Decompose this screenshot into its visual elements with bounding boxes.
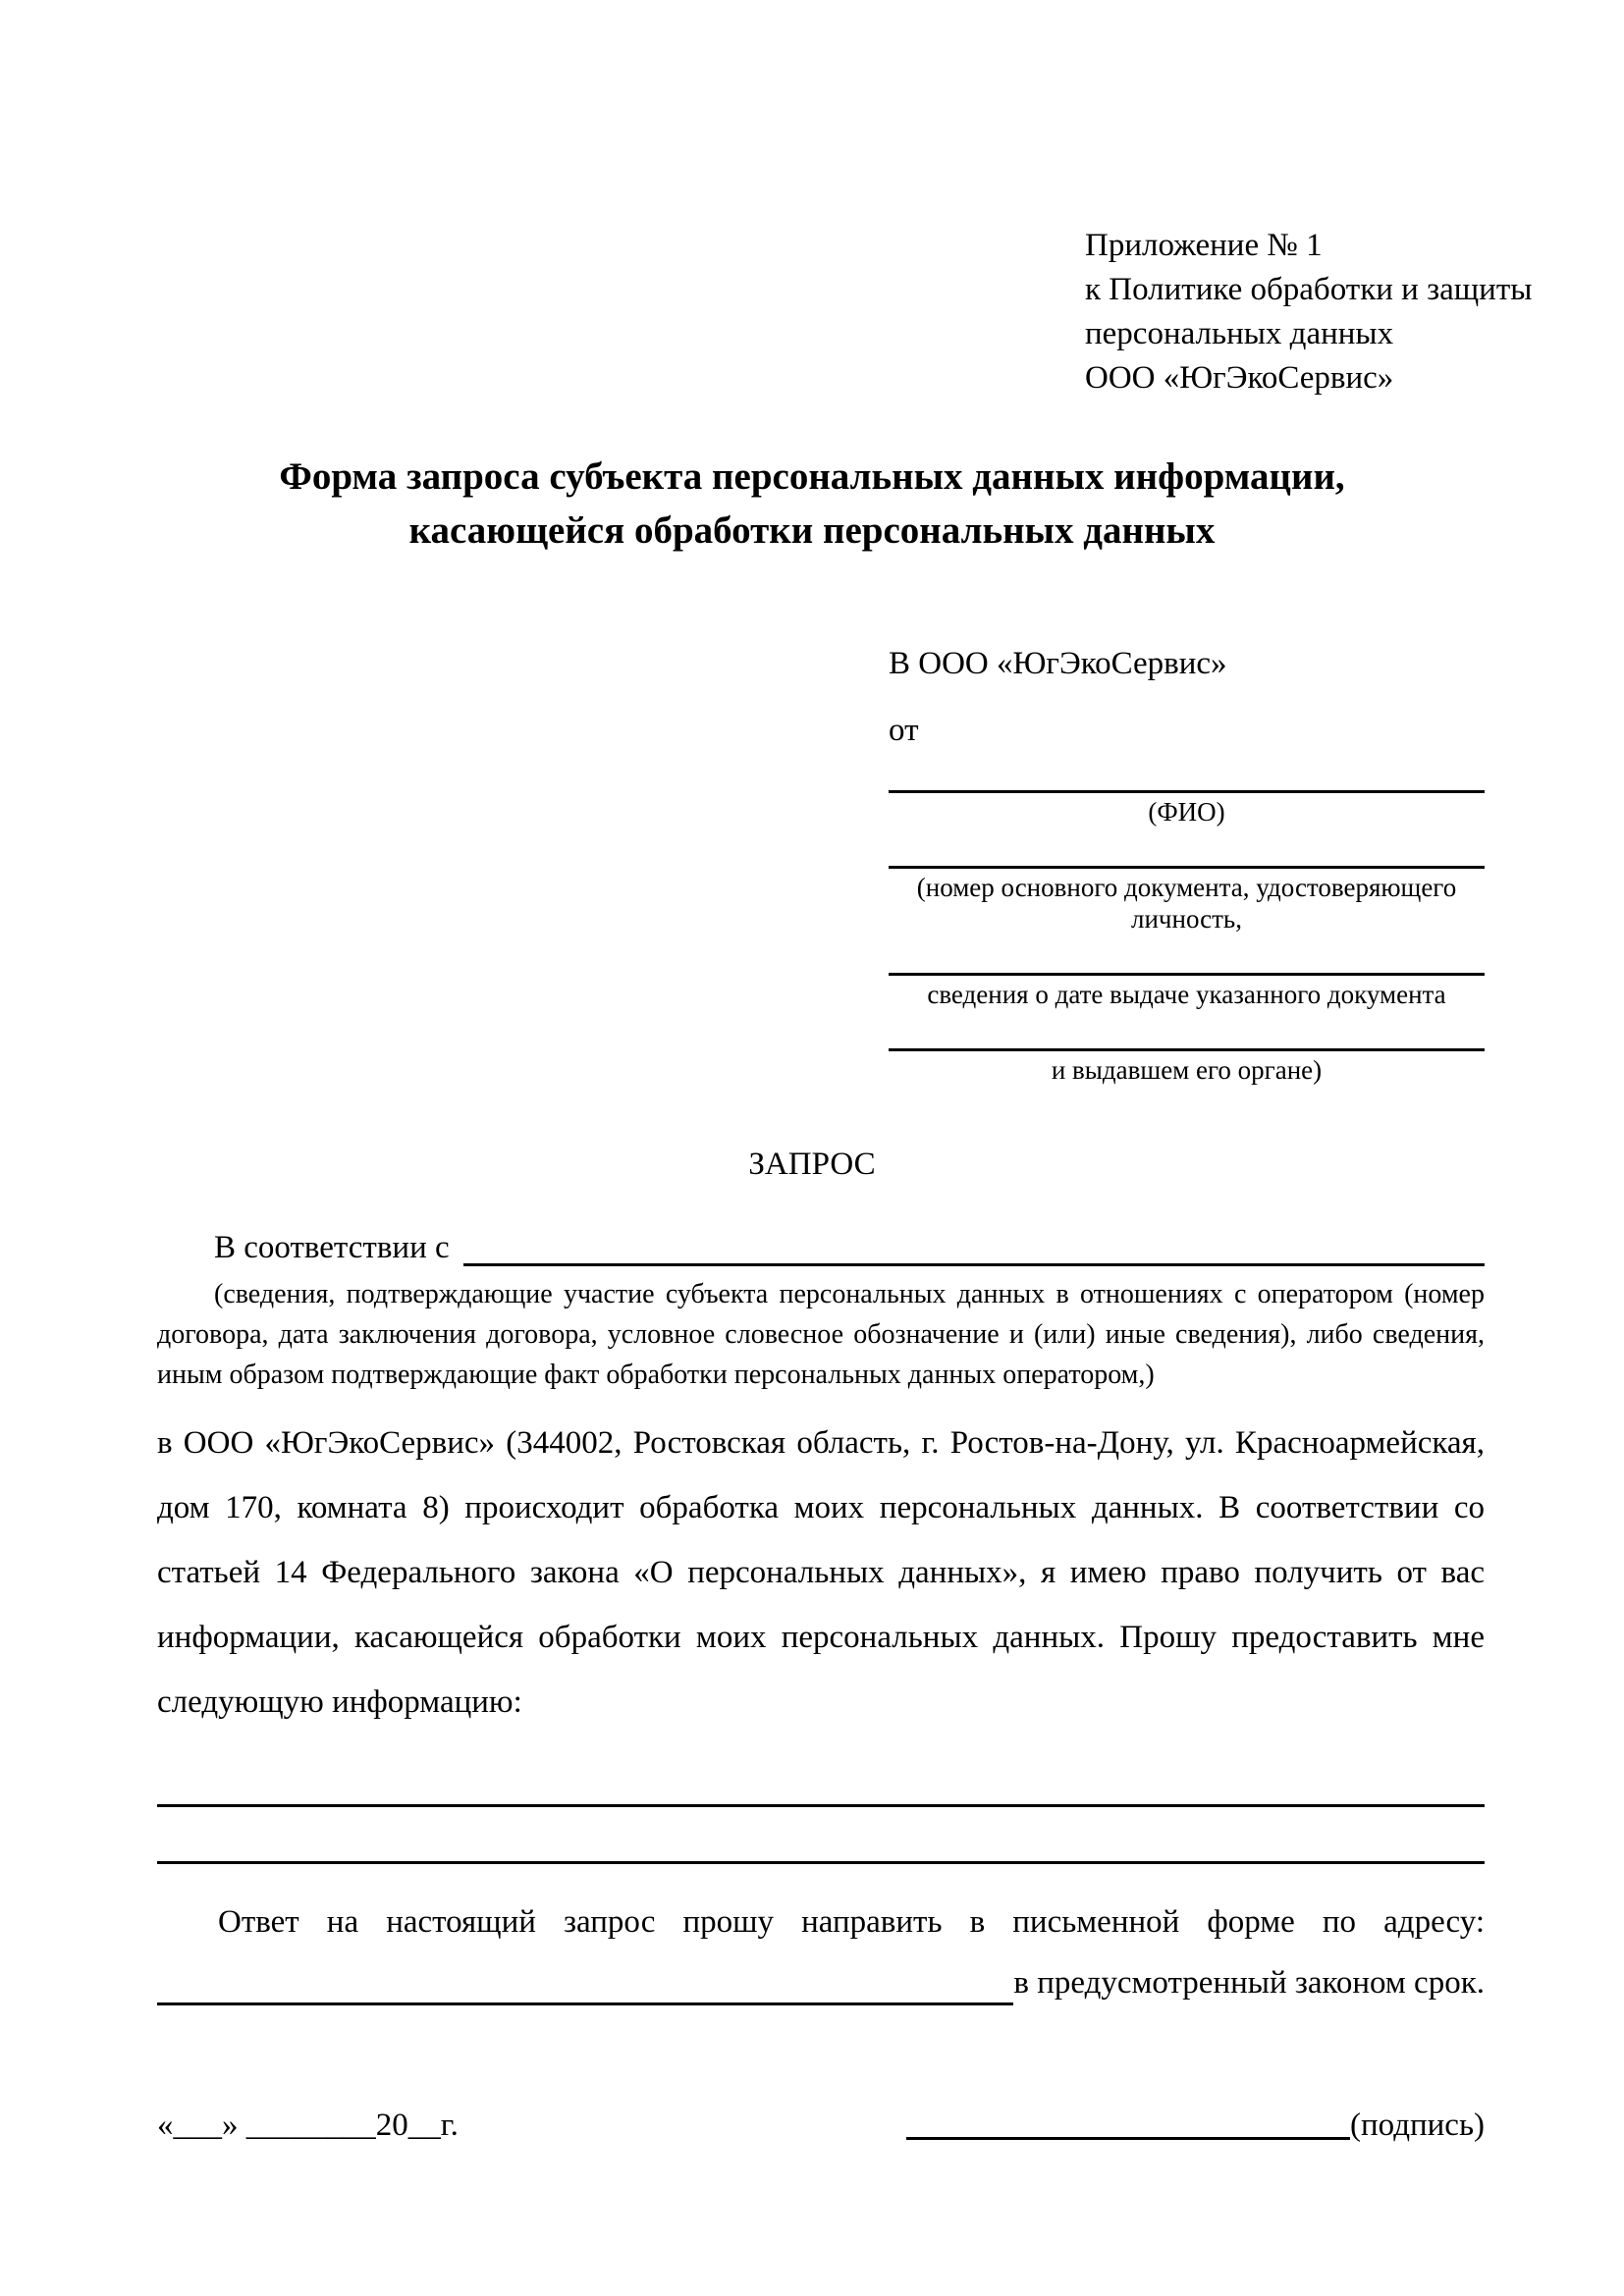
document-title-line-1: Форма запроса субъекта персональных данных информации, [279,455,1345,498]
appendix-line-2: к Политике обработки и защиты [1085,272,1533,307]
document-title [0,450,1624,558]
document-number-blank-line [889,828,1485,869]
fio-blank-line [889,752,1485,793]
document-number-field [889,828,1485,934]
fio-caption: (ФИО) [1148,797,1225,827]
reply-instruction-line: Ответ на настоящий запрос прошу направить в письменной форме по адресу: [218,1904,1485,1940]
signature-row [157,2104,1485,2147]
appendix-line-1: Приложение № 1 [1085,228,1323,263]
issuing-authority-caption: и выдавшем его органе) [1051,1055,1323,1085]
signature-blank-line [906,2137,1350,2140]
document-title-line-2: касающейся обработки персональных данных [408,509,1216,552]
addressee-from-label: от [889,713,919,748]
request-body-paragraph: в ООО «ЮгЭкоСервис» (344002, Ростовская область, г. Ростов-на-Дону, ул. Красноармейская, дом 170, комната 8) происходит обработка моих персональных данных. В соответствии со статьей 14 Федерального закона «О персональных данных», я имею право получить от вас информации, касающейся обработки моих персональных данных. Прошу предоставить мне следующую информацию: [157,1425,1485,1720]
requested-info-blank-line-1 [157,1750,1485,1807]
appendix-header [1085,0,1624,400]
requested-info-blank-line-2 [157,1807,1485,1864]
issue-date-field [889,934,1485,1010]
addressee-block [889,642,1485,1086]
signature-date-blank: «___» ________20__г. [157,2108,459,2143]
appendix-line-3: персональных данных [1085,316,1394,351]
appendix-line-4: ООО «ЮгЭкоСервис» [1085,360,1394,396]
signature-label: (подпись) [1350,2108,1485,2143]
issuing-authority-blank-line [889,1010,1485,1051]
issue-date-blank-line [889,934,1485,976]
reply-address-row [157,1952,1485,2013]
issuing-authority-field [889,1010,1485,1086]
addressee-organization: В ООО «ЮгЭкоСервис» [889,646,1227,681]
reply-deadline-text: в предусмотренный законом срок. [1013,1965,1485,2001]
issue-date-caption: сведения о дате выдаче указанного документа [927,980,1446,1009]
fio-field [889,752,1485,828]
document-number-caption: (номер основного документа, удостоверяющего личность, [916,873,1457,934]
signature-area [906,2104,1485,2147]
reply-address-blank-line [157,2002,1013,2005]
request-intro-row [157,1225,1485,1270]
request-heading: ЗАПРОС [748,1147,876,1182]
request-intro-text: В соответствии с [214,1230,450,1265]
intro-footnote: (сведения, подтверждающие участие субъекта персональных данных в отношениях с оператором (номер договора, дата заключения договора, условное словесное обозначение и (или) иные сведения), либо сведения, иным образом подтверждающие факт обработки персональных данных оператором,) [157,1279,1485,1390]
agreement-blank-line [463,1263,1485,1266]
